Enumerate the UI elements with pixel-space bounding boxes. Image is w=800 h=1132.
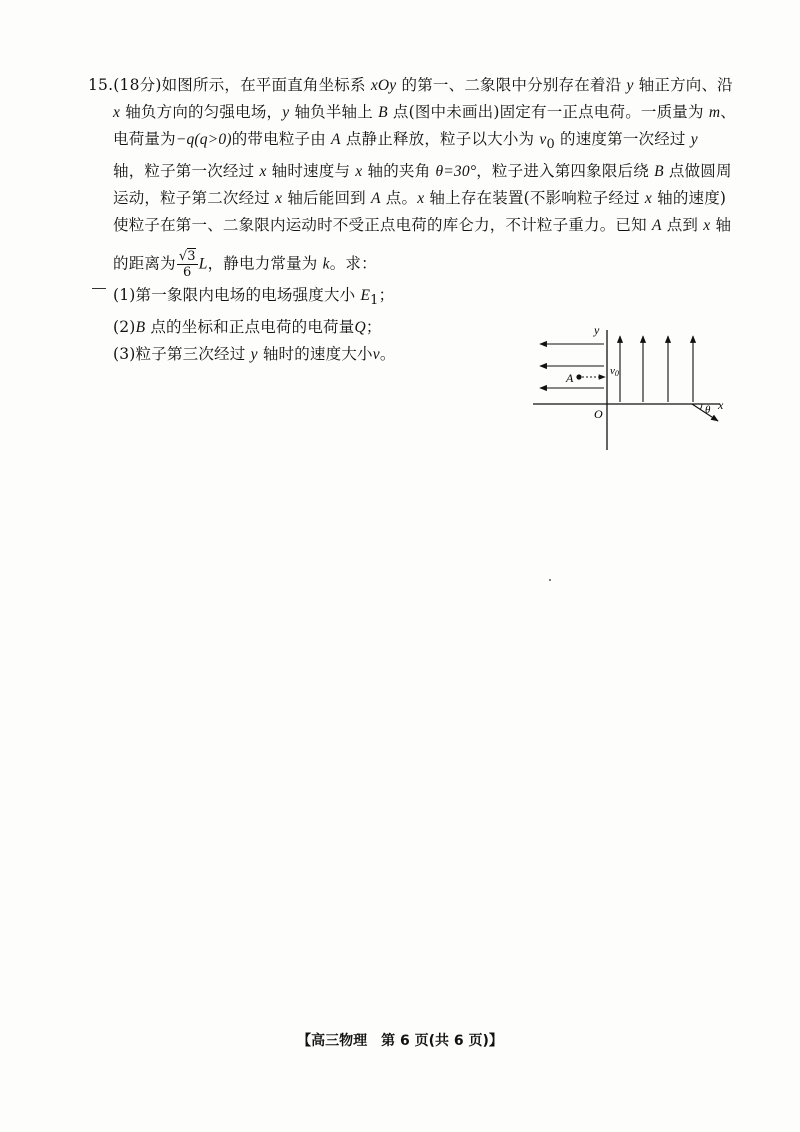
a-point-label: A — [566, 371, 574, 385]
text-run: 点到 — [661, 216, 704, 235]
symbol-v0-subscript: 0 — [546, 137, 555, 153]
symbol-x: x — [417, 190, 425, 208]
text-run: (2) — [113, 318, 136, 337]
text-run: 运动，粒子第二次经过 — [113, 189, 276, 208]
symbol-a: A — [651, 217, 662, 235]
text-run: 轴时速度与 — [266, 162, 356, 181]
text-run: 点做圆周 — [663, 162, 732, 181]
symbol-y: y — [690, 131, 698, 148]
symbol-x: x — [275, 190, 283, 208]
y-axis-label: y — [594, 323, 600, 337]
fraction-sqrt3-over-6 — [177, 249, 198, 280]
symbol-a: A — [371, 190, 381, 208]
question-1 — [88, 282, 748, 314]
problem-number: 15. — [88, 76, 114, 94]
text-run: ，静电力常量为 — [207, 254, 323, 273]
theta-arc — [700, 404, 702, 409]
symbol-l: L — [198, 255, 208, 273]
symbol-a: A — [331, 131, 341, 148]
symbol-x: x — [355, 163, 363, 181]
symbol-xoy: xOy — [370, 77, 397, 94]
text-run: 。 — [379, 345, 396, 364]
text-run: ； — [378, 286, 395, 305]
text-run: 点。 — [380, 189, 418, 208]
text-run: 轴正方向、沿 — [633, 76, 733, 94]
symbol-x: x — [259, 163, 267, 181]
page-footer: 【高三物理 第 6 页(共 6 页)】 — [297, 1033, 503, 1049]
symbol-y: y — [626, 77, 634, 94]
field-diagram — [528, 322, 728, 452]
text-run: 轴的速度) — [652, 189, 727, 208]
text-run: 。求： — [329, 254, 377, 273]
text-run: 、 — [720, 103, 736, 121]
problem-line-7 — [88, 249, 748, 280]
text-run: 轴上存在装置(不影响粒子经过 — [424, 189, 645, 208]
text-run: (3)粒子第三次经过 — [113, 345, 251, 364]
text-run: 轴，粒子第一次经过 — [113, 162, 260, 181]
text-run: 的带电粒子由 — [231, 130, 332, 148]
v0-label-main: v — [610, 365, 615, 377]
symbol-e: E — [360, 287, 371, 305]
fraction-numerator: √3 — [178, 249, 196, 265]
symbol-theta: θ=30° — [435, 163, 477, 181]
symbol-k: k — [322, 255, 330, 273]
problem-line-2 — [88, 99, 748, 126]
problem-line-6 — [88, 212, 748, 239]
v0-label — [610, 365, 619, 378]
margin-dash-mark — [92, 288, 106, 289]
symbol-y: y — [250, 346, 258, 364]
symbol-x: x — [113, 104, 121, 121]
symbol-b: B — [378, 104, 388, 121]
problem-line-5 — [88, 185, 748, 212]
problem-line-1 — [88, 72, 748, 99]
text-run: 使粒子在第一、二象限内运动时不受正点电荷的库仑力，不计粒子重力。已知 — [113, 216, 652, 235]
theta-label: θ — [705, 404, 711, 416]
x-axis-label: x — [718, 398, 724, 412]
text-run: 电荷量为 — [113, 130, 176, 148]
text-run: 点静止释放，粒子以大小为 — [340, 130, 540, 148]
point-a — [576, 374, 581, 379]
symbol-x: x — [644, 190, 652, 208]
text-run: 的距离为 — [113, 254, 176, 273]
scan-speck — [549, 579, 551, 581]
symbol-v: v — [372, 346, 380, 364]
text-run: 轴负半轴上 — [289, 103, 379, 121]
symbol-e-subscript: 1 — [370, 293, 379, 309]
text-run: 轴负方向的匀强电场， — [120, 103, 283, 121]
problem-score: (18分) — [113, 76, 162, 94]
symbol-b: B — [135, 319, 146, 337]
text-run: 点(图中未画出)固定有一正点电荷。一质量为 — [387, 103, 709, 121]
text-run: 轴后能回到 — [282, 189, 371, 208]
text-run: 轴的夹角 — [362, 162, 436, 181]
fraction-denominator: 6 — [183, 265, 192, 281]
problem-line-4 — [88, 158, 748, 185]
symbol-y: y — [282, 104, 290, 121]
sqrt-radicand: 3 — [187, 249, 196, 265]
symbol-v0: v — [539, 131, 547, 148]
text-run: ，粒子进入第四象限后绕 — [476, 162, 655, 181]
text-run: 轴 — [710, 216, 732, 235]
text-run: (1)第一象限内电场的电场强度大小 — [113, 286, 361, 305]
symbol-q: Q — [354, 319, 366, 337]
text-run: 点的坐标和正点电荷的电荷量 — [145, 318, 355, 337]
text-run: 如图所示，在平面直角坐标系 — [161, 76, 371, 94]
text-run: 的速度第一次经过 — [554, 130, 691, 148]
text-run: ； — [365, 318, 382, 337]
v0-label-sub: 0 — [614, 369, 619, 378]
origin-label: O — [594, 407, 603, 421]
symbol-x: x — [703, 217, 711, 235]
problem-line-3 — [88, 126, 748, 158]
symbol-b: B — [654, 163, 664, 181]
text-run: 轴时的速度大小 — [257, 345, 373, 364]
text-run: 的第一、二象限中分别存在着沿 — [396, 76, 627, 94]
symbol-m: m — [708, 104, 721, 121]
symbol-charge: −q(q>0) — [175, 131, 232, 148]
